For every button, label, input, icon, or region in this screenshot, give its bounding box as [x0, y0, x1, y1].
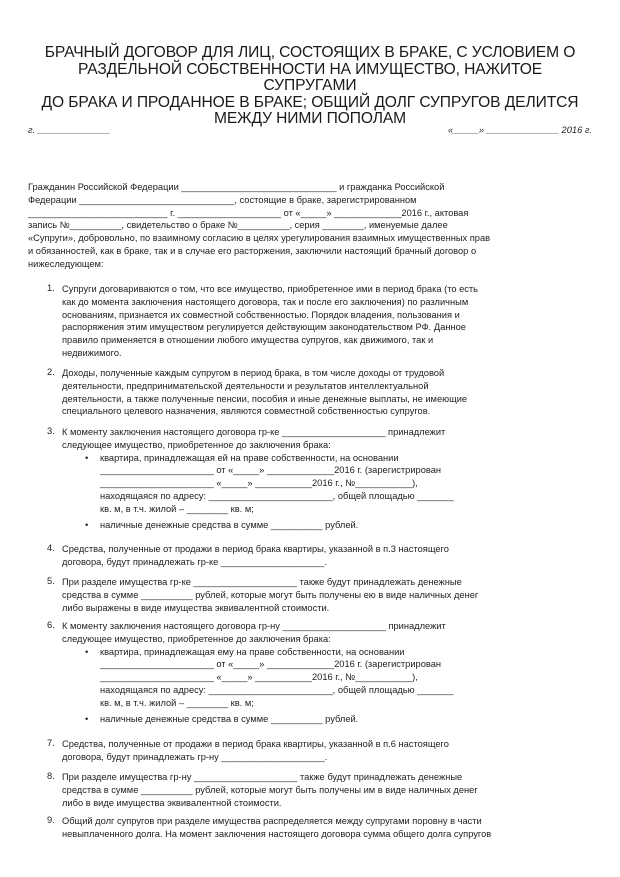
clause-line: либо в виде имущества эквивалентной стоимости. [62, 797, 282, 808]
clause-line: деятельности, а также полученные пенсии, пособия и иные денежные выплаты, не имеющие [62, 393, 468, 404]
bullet-subline: ______________________ от «_____» _____________2016 г. (зарегистрирован [100, 465, 442, 476]
clause-number: 2. [47, 367, 55, 377]
clause-line: невыплаченного долга. На момент заключения настоящего договора сумма общего долга супругов [62, 828, 492, 839]
clause-text [62, 426, 597, 531]
date-field: «_____» ______________ 2016 г. [447, 125, 592, 135]
clause-number: 5. [47, 576, 55, 586]
clause-line: специального целевого назначения, являются совместной собственностью супругов. [62, 406, 431, 417]
clause-number: 1. [47, 283, 55, 293]
clause-line: средства в сумме __________ рублей, которые могут быть получены им в виде наличных денег [62, 784, 478, 795]
clause-text [62, 576, 597, 614]
clause-line: К моменту заключения настоящего договора гр-ну ____________________ принадлежит [62, 621, 446, 631]
preamble-line: «Супруги», добровольно, по взаимному согласию в целях урегулирования взаимных имущественных прав [28, 233, 491, 244]
clause-line: Средства, полученные от продажи в период брака квартиры, указанной в п.6 настоящего [62, 739, 449, 749]
bullet-subline: ______________________ от «_____» _____________2016 г. (зарегистрирован [100, 659, 442, 670]
clause-number: 9. [47, 815, 55, 825]
clause-text [62, 771, 597, 809]
preamble-line: и обязанностей, как в браке, так и в случае его расторжения, заключили настоящий брачный договор о [28, 245, 477, 256]
preamble-line: нижеследующем: [28, 258, 104, 269]
bullet-icon: • [85, 519, 89, 530]
bullet-subline: находящаяся по адресу: ________________________, общей площадью _______ [100, 490, 454, 501]
clause-text [62, 738, 597, 764]
clause-line: деятельности, предпринимательской деятельности и результатов интеллектуальной [62, 380, 429, 391]
bullet-subline: кв. м, в т.ч. жилой – ________ кв. м; [100, 503, 254, 514]
clause-line: договора, будут принадлежать гр-ну ____________________. [62, 751, 328, 762]
clause-line: либо выражены в виде имущества эквивалентной стоимости. [62, 602, 330, 613]
clause-number: 6. [47, 620, 55, 630]
preamble-line: Федерации ______________________________, состоящие в браке, зарегистрированном [28, 194, 417, 205]
title-line: РАЗДЕЛЬНОЙ СОБСТВЕННОСТИ НА ИМУЩЕСТВО, НАЖИТОЕ СУПРУГАМИ [77, 60, 543, 94]
clause-number: 3. [47, 426, 55, 436]
clause-line: средства в сумме __________ рублей, которые могут быть получены ею в виде наличных денег [62, 589, 479, 600]
clause-line: правило применяется в отношении любого имущества супругов, как движимого, так и [62, 335, 434, 346]
bullet-item [62, 452, 597, 465]
clause-line: распоряжения этим имуществом регулируется действующим законодательством РФ. Данное [62, 322, 466, 333]
bullet-text: квартира, принадлежащая ей на праве собственности, на основании [100, 452, 399, 463]
title-line: ДО БРАКА И ПРОДАННОЕ В БРАКЕ; ОБЩИЙ ДОЛГ СУПРУГОВ ДЕЛИТСЯ [41, 93, 579, 111]
clause-number: 7. [47, 738, 55, 748]
clause-line: К моменту заключения настоящего договора гр-ке ____________________ принадлежит [62, 427, 446, 437]
preamble-paragraph [28, 181, 594, 271]
clause-text [62, 283, 597, 360]
bullet-text: наличные денежные средства в сумме __________ рублей. [100, 519, 359, 530]
bullet-item [62, 519, 597, 532]
clause-line: Средства, полученные от продажи в период брака квартиры, указанной в п.3 настоящего [62, 544, 449, 554]
bullet-text: наличные денежные средства в сумме __________ рублей. [100, 713, 359, 724]
bullet-icon: • [85, 713, 89, 724]
bullet-subline: ______________________ «_____» ___________2016 г., №___________), [100, 672, 418, 683]
bullet-subline: ______________________ «_____» ___________2016 г., №___________), [100, 478, 418, 489]
bullet-subline: находящаяся по адресу: ________________________, общей площадью _______ [100, 684, 454, 695]
clause-line: При разделе имущества гр-ну ____________________ также будут принадлежать денежные [62, 772, 463, 782]
clause-text [62, 620, 597, 725]
clause-text [62, 543, 597, 569]
clause-line: Доходы, полученные каждым супругом в период брака, в том числе доходы от трудовой [62, 368, 445, 378]
clause-line: как до момента заключения настоящего договора, так и после его заключения) по различным [62, 296, 469, 307]
clause-line: Общий долг супругов при разделе имущества распределяется между супругами поровну в части [62, 816, 482, 826]
bullet-subline: кв. м, в т.ч. жилой – ________ кв. м; [100, 697, 254, 708]
bullet-text: квартира, принадлежащая ему на праве собственности, на основании [100, 646, 405, 657]
clause-number: 8. [47, 771, 55, 781]
clause-text [62, 367, 597, 418]
clause-number: 4. [47, 543, 55, 553]
bullet-item [62, 646, 597, 659]
preamble-line: ___________________________ г. ____________________ от «_____» _____________2016 г., актовая [28, 207, 469, 218]
clause-line: При разделе имущества гр-ке ____________________ также будут принадлежать денежные [62, 577, 462, 587]
city-field: г. ______________ [28, 125, 111, 135]
bullet-icon: • [85, 452, 89, 463]
bullet-item [62, 713, 597, 726]
title-line: МЕЖДУ НИМИ ПОПОЛАМ [213, 110, 407, 127]
clause-text [62, 815, 597, 841]
clause-line: недвижимого. [62, 347, 122, 358]
clause-line: договора, будут принадлежать гр-ке ____________________. [62, 556, 327, 567]
clause-line: следующее имущество, приобретенное до заключения брака: [62, 633, 331, 644]
place-date-row [28, 125, 592, 139]
document-title [40, 45, 580, 128]
preamble-line: Гражданин Российской Федерации ______________________________ и гражданка Российской [28, 182, 445, 192]
clause-line: Супруги договариваются о том, что все имущество, приобретенное ими в период брака (то есть [62, 284, 479, 294]
bullet-icon: • [85, 646, 89, 657]
preamble-line: запись №__________, свидетельство о браке №__________, серия ________, именуемые далее [28, 220, 448, 231]
clause-line: следующее имущество, приобретенное до заключения брака: [62, 439, 331, 450]
clause-line: основаниям, признается их совместной собственностью. Порядок владения, пользования и [62, 309, 460, 320]
title-line: БРАЧНЫЙ ДОГОВОР ДЛЯ ЛИЦ, СОСТОЯЩИХ В БРАКЕ, С УСЛОВИЕМ О [44, 44, 576, 61]
